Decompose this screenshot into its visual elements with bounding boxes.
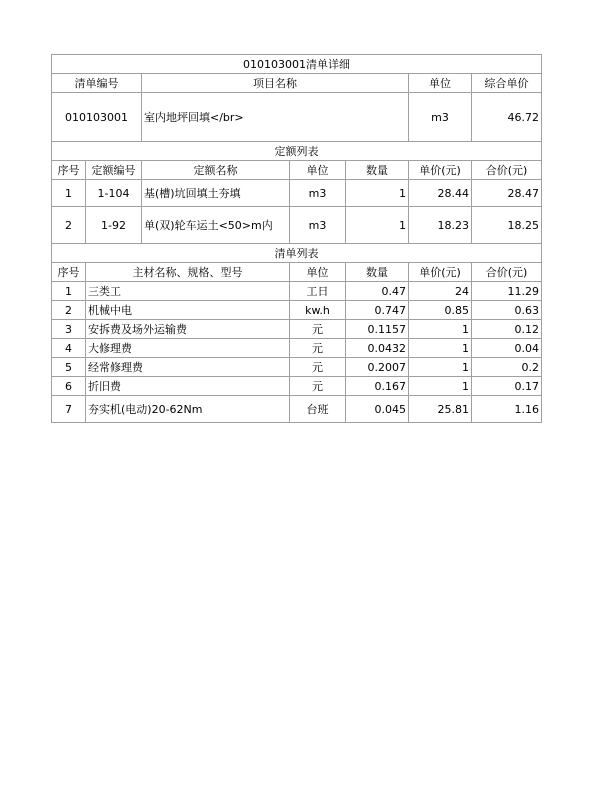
- material-name: 大修理费: [86, 339, 290, 358]
- header-name: 项目名称: [142, 74, 409, 93]
- material-index: 4: [52, 339, 86, 358]
- quota-name: 基(槽)坑回填土夯填: [142, 180, 290, 207]
- material-total: 0.63: [472, 301, 542, 320]
- quota-header-code: 定额编号: [86, 161, 142, 180]
- quota-header-qty: 数量: [346, 161, 409, 180]
- material-unit: 元: [290, 320, 346, 339]
- material-name: 安拆费及场外运输费: [86, 320, 290, 339]
- bill-detail-table: [51, 54, 542, 423]
- quota-code: 1-104: [86, 180, 142, 207]
- material-total: 1.16: [472, 396, 542, 423]
- quota-unit-price: 28.44: [409, 180, 472, 207]
- material-unit-price: 24: [409, 282, 472, 301]
- quota-header-name: 定额名称: [142, 161, 290, 180]
- material-index: 1: [52, 282, 86, 301]
- materials-header-total: 合价(元): [472, 263, 542, 282]
- table-row: [52, 377, 542, 396]
- material-unit-price: 1: [409, 358, 472, 377]
- material-name: 三类工: [86, 282, 290, 301]
- material-unit-price: 1: [409, 377, 472, 396]
- material-unit-price: 1: [409, 339, 472, 358]
- quota-total: 28.47: [472, 180, 542, 207]
- materials-header-name: 主材名称、规格、型号: [86, 263, 290, 282]
- item-code: 010103001: [52, 93, 142, 142]
- material-index: 2: [52, 301, 86, 320]
- quota-section-title: 定额列表: [52, 142, 542, 161]
- quota-total: 18.25: [472, 207, 542, 244]
- header-unit: 单位: [409, 74, 472, 93]
- quota-name: 单(双)轮车运土<50>m内: [142, 207, 290, 244]
- material-unit: 台班: [290, 396, 346, 423]
- material-unit: 元: [290, 339, 346, 358]
- material-unit: 元: [290, 377, 346, 396]
- quota-index: 1: [52, 180, 86, 207]
- quota-index: 2: [52, 207, 86, 244]
- table-row: [52, 282, 542, 301]
- quota-header-unit: 单位: [290, 161, 346, 180]
- material-qty: 0.2007: [346, 358, 409, 377]
- bill-detail-sheet: [51, 54, 541, 423]
- quota-header-total: 合价(元): [472, 161, 542, 180]
- materials-header-qty: 数量: [346, 263, 409, 282]
- material-total: 0.12: [472, 320, 542, 339]
- table-row: [52, 358, 542, 377]
- material-unit-price: 25.81: [409, 396, 472, 423]
- material-index: 3: [52, 320, 86, 339]
- material-qty: 0.0432: [346, 339, 409, 358]
- materials-header-index: 序号: [52, 263, 86, 282]
- material-qty: 0.045: [346, 396, 409, 423]
- quota-unit-price: 18.23: [409, 207, 472, 244]
- header-price: 综合单价: [472, 74, 542, 93]
- material-name: 机械中电: [86, 301, 290, 320]
- table-row: [52, 320, 542, 339]
- item-unit: m3: [409, 93, 472, 142]
- material-unit: 元: [290, 358, 346, 377]
- material-unit-price: 1: [409, 320, 472, 339]
- item-name: 室内地坪回填</br>: [142, 93, 409, 142]
- table-row: [52, 339, 542, 358]
- material-total: 11.29: [472, 282, 542, 301]
- quota-qty: 1: [346, 180, 409, 207]
- quota-unit: m3: [290, 180, 346, 207]
- material-unit: kw.h: [290, 301, 346, 320]
- material-total: 0.17: [472, 377, 542, 396]
- materials-header-unit-price: 单价(元): [409, 263, 472, 282]
- material-name: 夯实机(电动)20-62Nm: [86, 396, 290, 423]
- materials-section-title: 清单列表: [52, 244, 542, 263]
- table-row: [52, 396, 542, 423]
- material-index: 5: [52, 358, 86, 377]
- page-title: 010103001清单详细: [52, 55, 542, 74]
- material-name: 经常修理费: [86, 358, 290, 377]
- material-qty: 0.167: [346, 377, 409, 396]
- material-total: 0.04: [472, 339, 542, 358]
- table-row: [52, 207, 542, 244]
- material-qty: 0.747: [346, 301, 409, 320]
- material-unit-price: 0.85: [409, 301, 472, 320]
- quota-header-unit-price: 单价(元): [409, 161, 472, 180]
- header-code: 清单编号: [52, 74, 142, 93]
- materials-header-unit: 单位: [290, 263, 346, 282]
- material-index: 7: [52, 396, 86, 423]
- material-name: 折旧费: [86, 377, 290, 396]
- table-row: [52, 301, 542, 320]
- quota-unit: m3: [290, 207, 346, 244]
- table-row: [52, 180, 542, 207]
- item-price: 46.72: [472, 93, 542, 142]
- material-total: 0.2: [472, 358, 542, 377]
- material-index: 6: [52, 377, 86, 396]
- quota-qty: 1: [346, 207, 409, 244]
- quota-code: 1-92: [86, 207, 142, 244]
- quota-header-index: 序号: [52, 161, 86, 180]
- material-qty: 0.1157: [346, 320, 409, 339]
- material-qty: 0.47: [346, 282, 409, 301]
- material-unit: 工日: [290, 282, 346, 301]
